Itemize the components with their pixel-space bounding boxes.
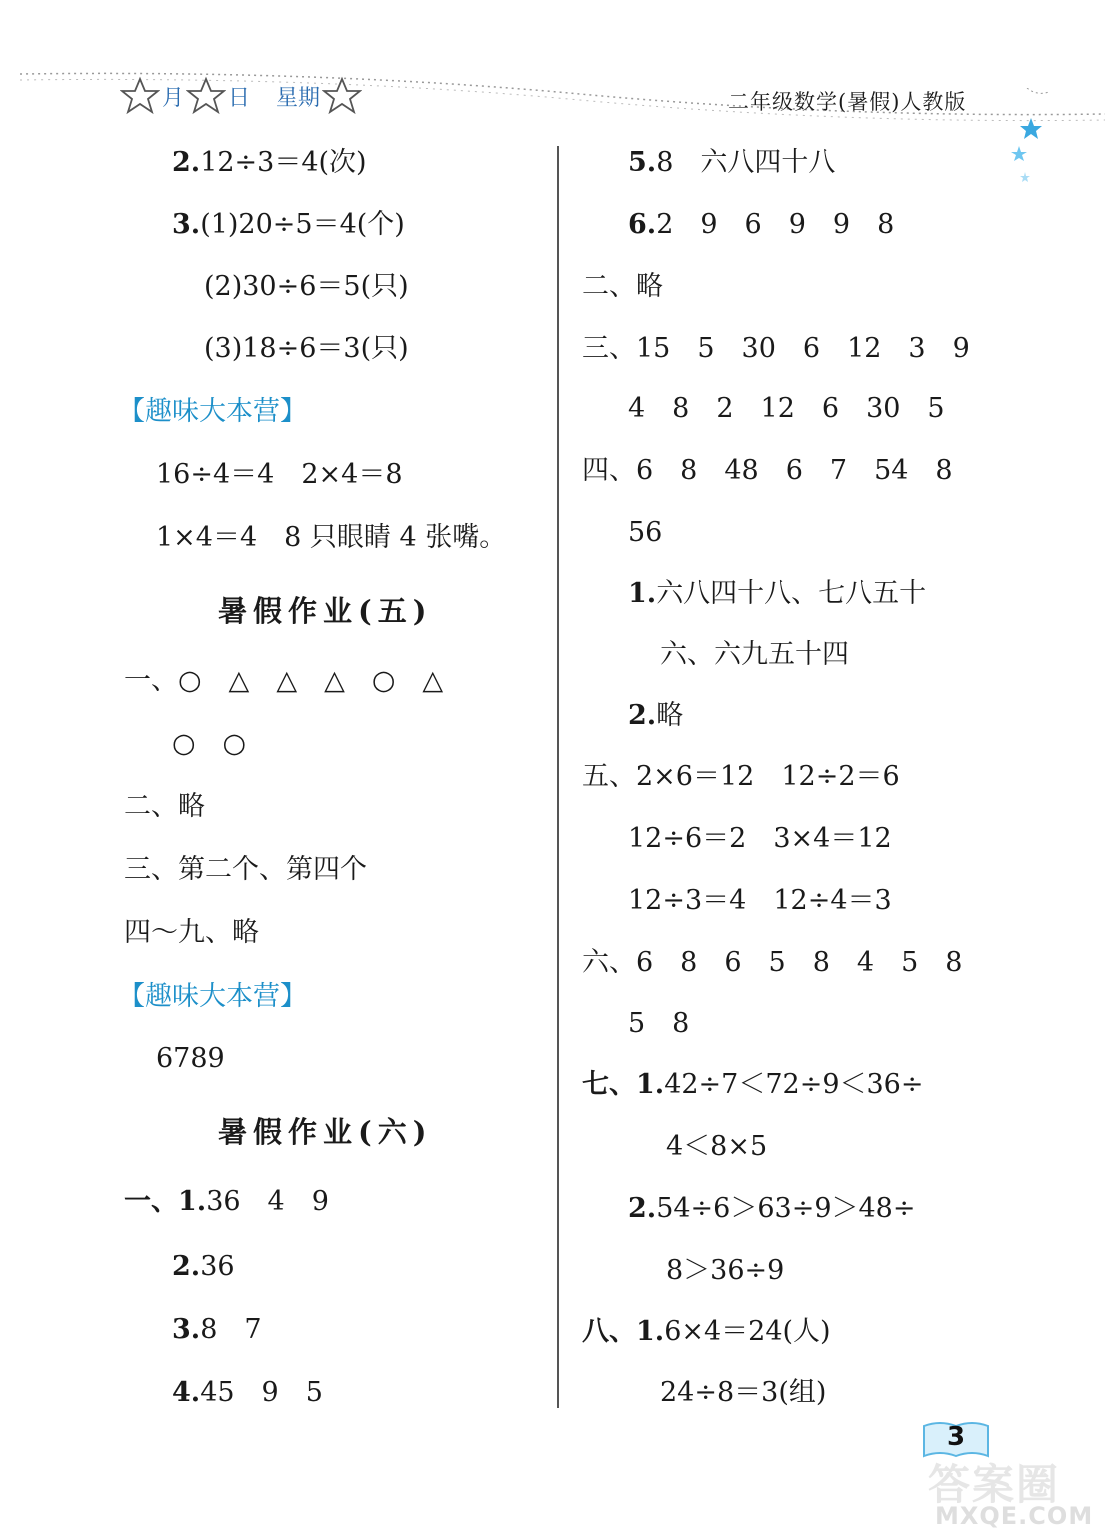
answer-line: (2)30÷6＝5(只) bbox=[204, 271, 409, 302]
month-label: 月 bbox=[162, 85, 185, 111]
answer-line: 5.8 六八四十八 bbox=[628, 147, 836, 178]
answer-line: 六、六九五十四 bbox=[660, 639, 849, 670]
section-bracket-fun-camp: 【趣味大本营】 bbox=[118, 981, 307, 1012]
answer-line: 二、略 bbox=[582, 271, 663, 302]
answer-line: 三、15 5 30 6 12 3 9 bbox=[582, 333, 970, 364]
answer-line: 6.2 9 6 9 9 8 bbox=[628, 209, 895, 240]
answer-line: 4.45 9 5 bbox=[172, 1377, 323, 1408]
answer-line: 四、6 8 48 6 7 54 8 bbox=[582, 455, 953, 486]
answer-line: 6789 bbox=[156, 1043, 225, 1074]
answer-line: 3.8 7 bbox=[172, 1314, 262, 1345]
answer-line: 三、第二个、第四个 bbox=[124, 854, 367, 885]
answer-line: 1×4＝4 8 只眼睛 4 张嘴。 bbox=[156, 522, 507, 553]
answer-line: 2.12÷3＝4(次) bbox=[172, 147, 367, 178]
book-title: 二年级数学(暑假)人教版 bbox=[728, 90, 967, 114]
answer-line: 3.(1)20÷5＝4(个) bbox=[172, 209, 405, 240]
answer-line: 4＜8×5 bbox=[666, 1131, 768, 1162]
star-icon bbox=[120, 76, 160, 116]
answer-line: 4 8 2 12 6 30 5 bbox=[628, 393, 945, 424]
answer-line: 56 bbox=[628, 517, 663, 548]
answer-line: 二、略 bbox=[124, 791, 205, 822]
answer-line: 五、2×6＝12 12÷2＝6 bbox=[582, 761, 900, 792]
answer-line: 2.略 bbox=[628, 700, 684, 731]
watermark-logo: 答案圈 bbox=[928, 1460, 1061, 1509]
column-divider bbox=[557, 146, 559, 1408]
answer-line: 1.六八四十八、七八五十 bbox=[628, 578, 927, 609]
answer-line: 七、1.42÷7＜72÷9＜36÷ bbox=[582, 1069, 924, 1100]
answer-line: 5 8 bbox=[628, 1008, 690, 1039]
answer-line: 四～九、略 bbox=[124, 917, 259, 948]
answer-line: (3)18÷6＝3(只) bbox=[204, 333, 409, 364]
answer-line: ○ ○ bbox=[172, 728, 247, 759]
answer-line: 一、○ △ △ △ ○ △ bbox=[124, 665, 444, 696]
assignment-heading: 暑假作业(六) bbox=[218, 1115, 433, 1149]
watermark-url: MXQE.COM bbox=[935, 1502, 1094, 1530]
star-icon bbox=[322, 76, 362, 116]
answer-line: 24÷8＝3(组) bbox=[660, 1377, 827, 1408]
day-label: 日 bbox=[228, 85, 251, 111]
section-bracket-fun-camp: 【趣味大本营】 bbox=[118, 396, 307, 427]
answer-line: 六、6 8 6 5 8 4 5 8 bbox=[582, 947, 963, 978]
star-icon bbox=[186, 76, 226, 116]
decorative-stars-icon bbox=[1005, 88, 1065, 188]
answer-line: 12÷6＝2 3×4＝12 bbox=[628, 823, 892, 854]
date-fields bbox=[120, 74, 362, 118]
page-number: 3 bbox=[946, 1422, 966, 1452]
answer-line: 八、1.6×4＝24(人) bbox=[582, 1316, 831, 1347]
answer-line: 一、1.36 4 9 bbox=[124, 1186, 329, 1217]
answer-line: 8＞36÷9 bbox=[666, 1255, 785, 1286]
weekday-label: 星期 bbox=[276, 85, 321, 111]
answer-line: 2.54÷6＞63÷9＞48÷ bbox=[628, 1193, 916, 1224]
answer-line: 2.36 bbox=[172, 1251, 235, 1282]
assignment-heading: 暑假作业(五) bbox=[218, 594, 433, 628]
answer-line: 16÷4＝4 2×4＝8 bbox=[156, 459, 403, 490]
answer-line: 12÷3＝4 12÷4＝3 bbox=[628, 885, 892, 916]
